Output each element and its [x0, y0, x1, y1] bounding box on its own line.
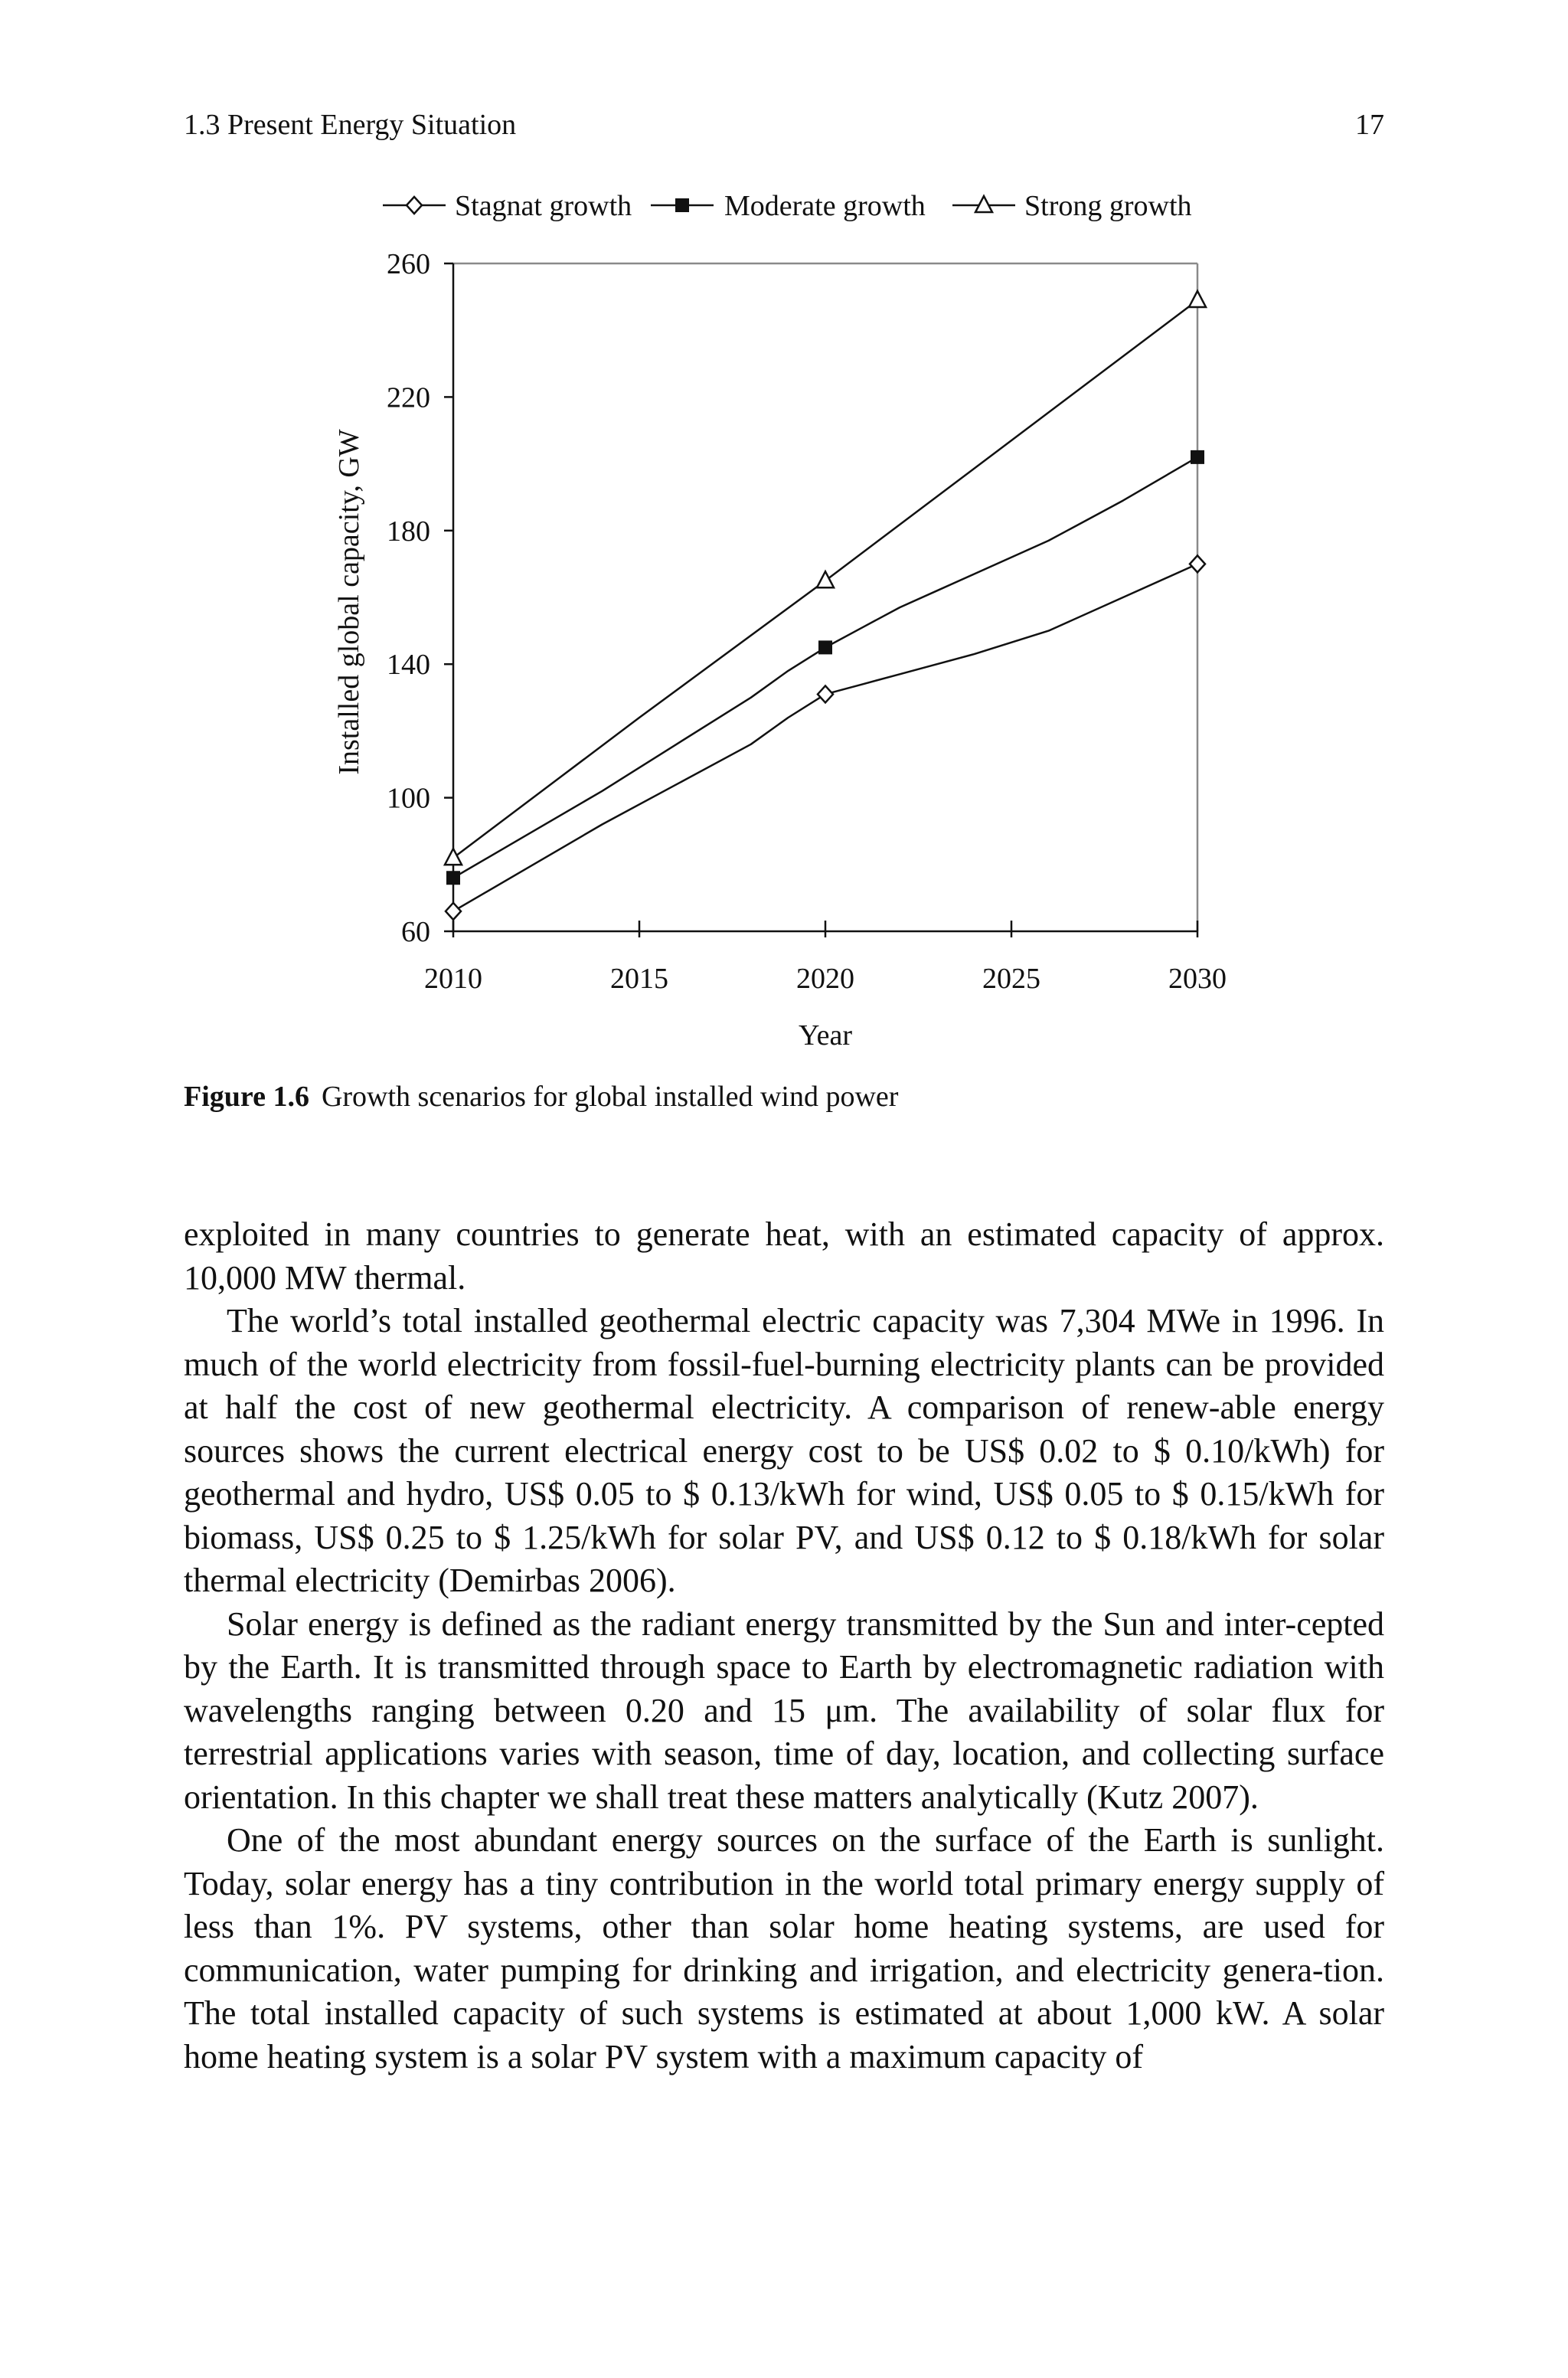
y-tick-label: 180 — [387, 515, 430, 548]
page-number: 17 — [1355, 109, 1384, 141]
legend-marker — [407, 197, 422, 214]
body-text — [184, 1213, 1384, 2079]
data-point — [817, 571, 834, 587]
figure-caption-text: Growth scenarios for global installed wind power — [321, 1081, 899, 1113]
legend-label: Stagnat growth — [455, 190, 632, 222]
legend-marker — [675, 198, 689, 212]
x-tick-label: 2010 — [424, 963, 482, 995]
y-tick-label: 140 — [387, 649, 430, 682]
paragraph: The world’s total installed geothermal electric capacity was 7,304 MWe in 1996. In much of the world electricity from fossil-fuel-burning electricity plants can be provided at half the cost of new geothermal electricity. A comparison of renew-able energy sources shows the current electrical energy cost to be US$ 0.02 to $ 0.10/kWh) for geothermal and hydro, US$ 0.05 to $ 0.13/kWh for wind, US$ 0.05 to $ 0.15/kWh for biomass, US$ 0.25 to $ 1.25/kWh for solar PV, and US$ 0.12 to $ 0.18/kWh for solar thermal electricity (Demirbas 2006). — [184, 1302, 1384, 1599]
y-tick-label: 260 — [387, 248, 430, 280]
y-tick-label: 60 — [401, 916, 430, 948]
data-point — [818, 685, 833, 702]
legend-marker — [975, 196, 992, 212]
paragraph: One of the most abundant energy sources on the surface of the Earth is sunlight. Today, solar energy has a tiny contribution in the world total primary energy supply of less than 1%. PV systems, other than solar home heating systems, are used for communication, water pumping for drinking and irrigation, and electricity genera-tion. The total installed capacity of such systems is estimated at about 1,000 kW. A solar home heating system is a solar PV system with a maximum capacity of — [184, 1821, 1384, 2075]
figure-label: Figure 1.6 — [184, 1081, 309, 1113]
y-axis-title: Installed global capacity, GW — [333, 429, 365, 775]
data-point — [446, 871, 460, 885]
data-point — [446, 903, 461, 920]
figure-caption — [184, 1078, 898, 1115]
x-tick-label: 2015 — [610, 963, 668, 995]
series-line-2 — [453, 457, 1197, 878]
data-point — [1190, 555, 1205, 572]
y-tick-label: 100 — [387, 782, 430, 815]
x-tick-label: 2025 — [982, 963, 1040, 995]
paragraph: exploited in many countries to generate heat, with an estimated capacity of approx. 10,000 MW thermal. — [184, 1215, 1384, 1297]
data-point — [1191, 450, 1204, 464]
data-point — [1189, 291, 1206, 307]
growth-chart — [0, 0, 1568, 1072]
paragraph: Solar energy is defined as the radiant energy transmitted by the Sun and inter-cepted by the Earth. It is transmitted through space to Earth by electromagnetic radiation with wavelengths ranging between 0.20 and 15 μm. The availability of solar flux for terrestrial applications varies with season, time of day, location, and collecting surface orientation. In this chapter we shall treat these matters analytically (Kutz 2007). — [184, 1604, 1384, 1816]
series-line-1 — [453, 564, 1197, 911]
x-tick-label: 2030 — [1168, 963, 1227, 995]
x-tick-label: 2020 — [796, 963, 854, 995]
data-point — [818, 640, 832, 654]
x-axis-title: Year — [798, 1019, 853, 1052]
section-title: 1.3 Present Energy Situation — [184, 109, 517, 141]
data-point — [445, 849, 462, 865]
legend-label: Moderate growth — [724, 190, 926, 222]
legend-label: Strong growth — [1024, 190, 1192, 222]
y-tick-label: 220 — [387, 381, 430, 414]
